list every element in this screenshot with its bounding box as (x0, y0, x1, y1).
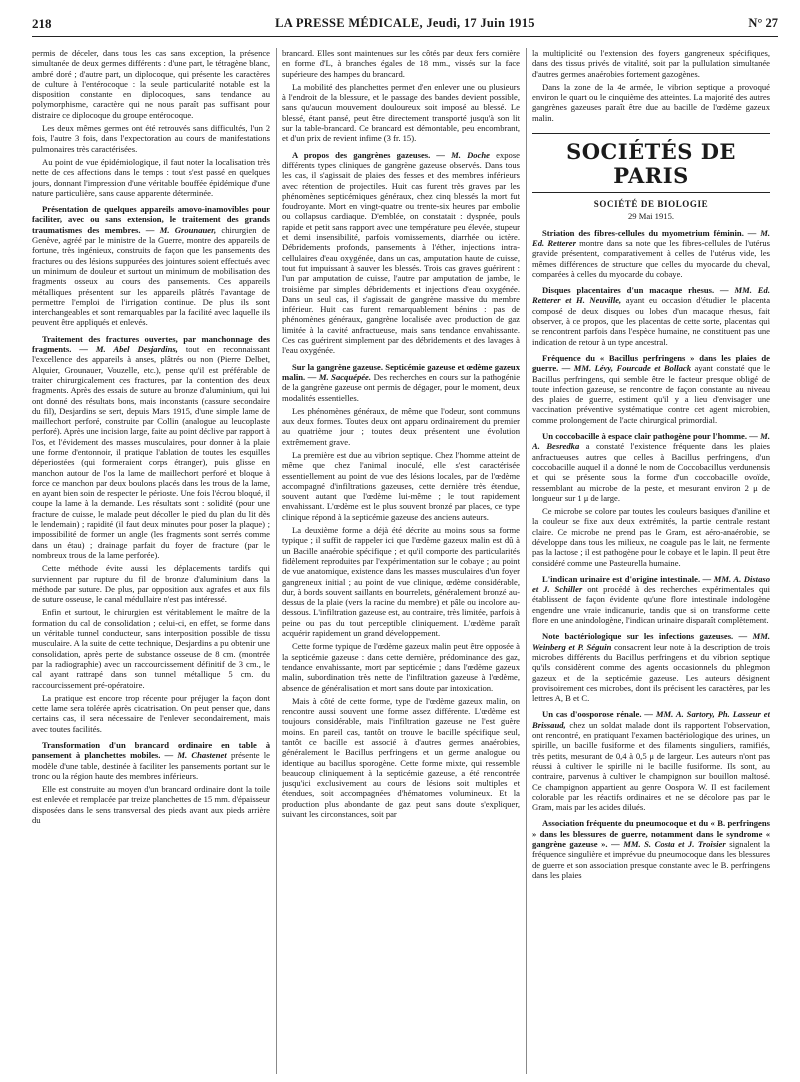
article-author: — M. Chastenet (164, 750, 227, 761)
paragraph: La première est due au vibrion septique. Chez l'homme atteint de même que chez l'animal inoculé, elle s'est caractérisée essentiellement au point de vue des lésions locales, par de l'œdème accompagné d'infiltrations gazeuses, cette dernière très étendue, souvent autant que l'œdème lui-même ; le tout rapidement envahissant. L'œdème est le plus souvent bronzé par places, ce type clinique répond à la septicémie gazeuse des anciens auteurs. (282, 449, 520, 522)
article-body: ont procédé à des recherches expérimentales qui établissent de façon évidente qu'une flore intestinale indologène engendre une vraie indicanurie, tandis que si on transforme cette flore en une anindologène, l'indican urinaire disparaît complètement. (532, 584, 770, 626)
article-lead (532, 228, 770, 279)
paragraph: Elle est construite au moyen d'un brancard ordinaire dont la toile est enlevée et remplacée par treize planchettes de 15 mm. d'épaisseur disposées dans le sens transversal des pieds avant aux pieds arrière du (32, 784, 270, 826)
article-heading: Traitement des fractures ouvertes, par manchonnage des fragments. (32, 333, 270, 355)
paragraph: La deuxième forme a déjà été décrite au moins sous sa forme typique ; il suffit de rappeler ici que l'œdème gazeux malin est dû à un Bacille anaérobie spécifique ; et qu'il comporte des particularités fidèlement reproduites par l'expérimentation sur le cobaye ; au point de vue anatomique, existence dans les masses musculaires d'un foyer gangreneux initial ; au point de vue clinique, œdème considérable, dur, à bords souvent saillants en bourrelets, généralement bronzé au-dessus de la plaie (vers la racine du membre) et pâle ou incolore au-dessous. L'infiltration gazeuse est, au contraire, très limitée, parfois à peine ou pas du tout perceptible cliniquement. L'œdème paraît acquérir rapidement un grand développement. (282, 525, 520, 639)
paragraph: Cette forme typique de l'œdème gazeux malin peut être opposée à la septicémie gazeuse : dans cette dernière, prédominance des gaz, tendance envahissante, mort par septicémie ; dans l'œdème gazeux malin, subordination très nette de l'infiltration gazeuse à l'œdème, absence de généralisation et mort sans doute par intoxication. (282, 641, 520, 693)
page-number: 218 (32, 16, 52, 31)
article-author: — M. Ed. Retterer (532, 227, 770, 248)
article-author: — MM. Weinberg et P. Séguin (532, 631, 770, 652)
article-author: — MM. A. Sartory, Ph. Lasseur et Brissaud, (532, 709, 770, 730)
article (282, 362, 520, 820)
article (532, 709, 770, 812)
column-1 (32, 48, 270, 1078)
paragraph: permis de déceler, dans tous les cas sans exception, la présence simultanée de deux germes différents : d'une part, le tétragène blanc, ambré doré ; d'autre part, un diplocoque, qui présente les caractères de culture à l'entérocoque : la seule particularité notable est la disposition constante en diplocoques, sans tendance au polymorphisme, caractère qui ne nous paraît pas suffisant pour distraire ce diplocoque du groupe entérocoque. (32, 48, 270, 120)
article-heading: Présentation de quelques appareils amovo-inamovibles pour faciliter, avec ou sans extension, le traitement des grands traumatismes des membres. (32, 204, 270, 235)
section-header (532, 133, 770, 193)
column-divider (276, 48, 277, 1074)
article-heading: Association fréquente du pneumocoque et du « B. perfringens » dans les blessures de guerre, notamment dans le syndrome « gangrène gazeuse ». (532, 818, 770, 849)
article (532, 285, 770, 347)
article-heading: Un coccobacille à espace clair pathogène pour l'homme. (542, 431, 747, 442)
paragraph: la multiplicité ou l'extension des foyers gangreneux spécifiques, dans des tissus privés de vitalité, soit par la pullulation simultanée d'autres germes anaérobies fortement gazogènes. (532, 48, 770, 79)
article-heading: Un cas d'oosporose rénale. (542, 709, 642, 720)
article-author: — MM. A. Distaso et J. Schiller (532, 573, 770, 595)
article-body: expose différents types cliniques de gangrène gazeuse observés. Dans tous les cas, il s'agissait de plaies des fesses et des membres inférieurs avec rétention de projectiles. Huit cas furent très graves par les phénomènes septicémiques généraux, chez cinq blessés la mort fut foudroyante. Mort en vingt-quatre ou trente-six heures par embolie ou collapsus cardiaque. D'emblée, on constatait : dyspnée, pouls rapide et petit sans rapport avec une température peu élevée, stupeur et demi insensibilité, parfois vomissements, diarrhée ou ictère. Débridements profonds, pansements à l'éther, injections intra-cellulaires d'eau oxygénée, dans un cas, amputation haute de cuisse, tout fut impuissant à sauver les blessés. Trois cas graves guérirent : l'un par amputation de cuisse, l'autre par amputation de jambe, le troisième par simples débridements et injections d'eau oxygénée. Dans un seul cas, il s'agissait de gangrène massive du membre inférieur. Huit cas furent remarquablement bénins : pas de phénomènes généraux, gangrène localisée avec production de gaz limitée à la cavité anfractueuse, mais sans tendance envahissante. Ces cas guérirent simplement par des débridements et des lavages à l'eau oxygénée. (282, 149, 520, 356)
article-lead (32, 204, 270, 328)
article-author: — MM. Ed. Retterer et H. Neuville, (532, 285, 770, 306)
session-date: 29 Mai 1915. (627, 211, 675, 222)
article-heading: Note bactériologique sur les infections gazeuses. (542, 631, 734, 642)
article-body: ayant eu occasion d'étudier le placenta composé de deux disques ou lobes d'un macaque rhesus, fait observer, à ce propos, que les placentas de cette sorte, placentas qui se rencontrent parfois dans l'espèce humaine, ne constituent pas une indication de retour à un type ancestral. (532, 295, 770, 347)
paragraph: brancard. Elles sont maintenues sur les côtés par deux fers cornière en forme d'L, à branches égales de 18 mm., vissés sur la face supérieure des hampes du brancard. (282, 48, 520, 79)
journal-title: LA PRESSE MÉDICALE, Jeudi, 17 Juin 1915 (275, 16, 535, 30)
article-lead (282, 362, 520, 403)
article-lead (532, 353, 770, 425)
article-body: tout en reconnaissant l'excellence des appareils à anses, plâtrés ou non (Pierre Delbet, Alquier, Grounauer, Vouzelle, etc.), pense qu'il est préférable de traiter chirurgicalement ces fractures, par la contention des deux fragments. Après des essais de suture au bronze d'aluminium, qui lui ont donné des résultats bons, mais inconstants (cassure secondaire du fil), Desjardins se sert, depuis Mars 1915, d'une simple lame de maillechort perforé, construite par Collin (analogue au leucoplaste perforé). Après une incision large, faite au point déclive par rapport à l'os, et l'évidement des masses musculaires, pour donner à la plaie une forme d'entonnoir, il pratique l'ablation de toutes les esquilles déperiostées (qui formeraient corps étranger), puis glisse en manchon autour de l'os la lame de maillechort perforé et bloque à force ce manchon par deux boulons placés dans les trous de la lame, en ayant bien soin de respecter le périoste. Une fois l'écrou bloqué, il coupe la lame à la demande. Les résultats sont : solidité (pour une fracture de cuisse, le malade peut décoller le pied du plan du lit dès le lendemain) ; rapidité (il faut deux minutes pour poser la plaque) ; impossibilité de former un angle (les fragments sont serrés comme dans un étau) ; drainage parfait du foyer de fracture (par le nombreux trous de la lame perforée). (32, 344, 270, 560)
paragraph: Enfin et surtout, le chirurgien est véritablement le maître de la formation du cal de consolidation ; celui-ci, en effet, se forme dans un véritable tunnel conducteur, sans interposition possible de tissu musculaire. A la suite de cette technique, Desjardins a pu obtenir une consolidation, après perte de substance osseuse de 8 cm. (montrée par la radiographie) avec un raccourcissement définitif de 3 cm., le cal ayant rattrapé dans son tunnel métallique 5 cm. du raccourcissement pré-opératoire. (32, 607, 270, 690)
paragraph: La mobilité des planchettes permet d'en enlever une ou plusieurs à l'endroit de la blessure, et le passage des bandes devient possible, sans qu'aucun mouvement douloureux soit imposé au blessé. Le blessé, étant pansé, peut être directement transporté jusqu'à son lit sur la table-brancard. Ce brancard est démontable, peu encombrant, et d'un prix de revient infime (3 fr. 15). (282, 81, 520, 144)
article (32, 334, 270, 734)
article-body: ayant constaté que le Bacillus perfringens, qui semble être le facteur presque obligé de toute infection gazeuse, se rencontre de façon constante au niveau des plaies de guerre, estiment qu'il y a lieu d'envisager une vaccination préventive systématique contre cet agent microbien, comme prolongement de l'acte chirurgical primordial. (532, 363, 770, 425)
article-body: chirurgien de Genève, agréé par le ministre de la Guerre, montre des appareils de fortune, très ingénieux, construits de façon que les pansements des fractures ou des lésions suppurées des jointures soient effectués avec un minimum de douleur et surtout un minimum de mobilisation des fragments osseux au cours des pansements. Ces appareils métalliques présentent sur les appareils plâtrés l'avantage de permettre l'emploi de l'irrigation continue. De plus ils sont interchangeables et sont remarquables par la facilité avec laquelle ils peuvent être appliqués et enlevés. (32, 224, 270, 328)
article (532, 574, 770, 625)
article (282, 150, 520, 356)
article-body: Des recherches en cours sur la pathogénie de la gangrène gazeuse ont permis de dégager, pour le moment, deux modalités essentielles. (282, 371, 520, 403)
article (532, 228, 770, 279)
article-author: — M. Sacquépée. (307, 371, 372, 382)
article-heading: Disques placentaires d'un macaque rhesus. (542, 285, 715, 296)
paragraph: Dans la zone de la 4e armée, le vibrion septique a provoqué environ le quart ou le cinquième des atteintes. La majorité des autres gangrènes gazeuses paraît être due au bacille de l'œdème gazeux malin. (532, 81, 770, 123)
article-heading: Striation des fibres-cellules du myometrium féminin. (542, 227, 744, 238)
article (532, 631, 770, 703)
article-heading: L'indican urinaire est d'origine intestinale. (542, 573, 701, 584)
article (532, 353, 770, 425)
article-heading: A propos des gangrènes gazeuses. (292, 149, 431, 160)
article (32, 204, 270, 328)
article-author: — M. Grounauer, (145, 224, 217, 235)
article-body: présente le modèle d'une table, destinée à faciliter les pansements portant sur le tronc ou la région haute des membres inférieurs. (32, 750, 270, 781)
article-lead (32, 334, 270, 561)
article-lead (32, 740, 270, 781)
article-author: — MM. Lévy, Fourcade et Bollack (561, 363, 692, 374)
issue-number: N° 27 (748, 16, 778, 30)
paragraph: Les phénomènes généraux, de même que l'odeur, sont communs aux deux formes. Toutes deux ont apparu ordinairement du premier au quatrième jour ; toutes deux présentent une évolution extrêmement grave. (282, 405, 520, 447)
article-body: chez un soldat malade dont ils rapportent l'observation, ont rencontré, en pratiquant l'examen bactériologique des urines, un spirille, un bacille fusiforme et des filaments singuliers, ramifiés, très petits, mesurant de 0,4 à 0,5 μ de largeur. Les auteurs n'ont pas réussi à cultiver le spirille ni le bacille fusiforme. Ils sont, au contraire, parvenus à cultiver le champignon sur bouillon maltosé. Ce champignon appartient au genre Oospora W. Il est facilement colorable par les réactifs ordinaires et ne se décolore pas par le Gram, mais par les acides dilués. (532, 719, 770, 813)
paragraph: Cette méthode évite aussi les déplacements tardifs qui surviennent par rupture du fil de bronze d'aluminium dans la méthode par suture. De plus, par opposition aux agrafes et aux fils de suture osseuse, le canal médullaire n'est pas intéressé. (32, 563, 270, 605)
article (32, 740, 270, 825)
column-3 (532, 48, 770, 1078)
section-title: SOCIÉTÉS DE PARIS (566, 139, 736, 189)
article-lead (532, 574, 770, 625)
article-author: — M. Abel Desjardins, (79, 344, 178, 355)
society-name: SOCIÉTÉ DE BIOLOGIE (593, 199, 709, 210)
article-author: — MM. S. Costa et J. Troisier (611, 839, 726, 849)
article-lead (532, 709, 770, 812)
paragraph: La pratique est encore trop récente pour préjuger la façon dont cette lame sera tolérée après cicatrisation. On peut penser que, dans certains cas, il sera nécessaire de l'enlever secondairement, mais avec toutes facilités. (32, 692, 270, 734)
page-header (32, 16, 778, 37)
paragraph: Au point de vue épidémiologique, il faut noter la localisation très nette de ces affections dans le temps : tout s'est passé en quelques jours, donnant l'impression d'une véritable bouffée épidémique d'une nature particulière, sans cause apparente déterminée. (32, 156, 270, 198)
paragraph: Mais à côté de cette forme, type de l'œdème gazeux malin, on rencontre aussi souvent une forme assez différente. L'œdème est toujours considérable, mais l'infiltration gazeuse ne l'est guère moins. En pareil cas, tantôt on trouve le bacille spécifique seul, tantôt ce bacille est associé à d'autres germes anaérobies, généralement le Bacillus perfringens et un germe analogue ou identique au bacillus sporogène. Cette forme mixte, qui ressemble beaucoup cliniquement à la septicémie gazeuse, a été rencontrée jusqu'ici exclusivement au cours de lésions soit multiples et étendues, soit accompagnées d'hématomes volumineux. Et la production plus abondante de gaz peut sans doute s'expliquer, suivant les circonstances, soit par (282, 695, 520, 820)
article-lead (282, 150, 520, 356)
article-body: a constaté l'existence fréquente dans les plaies anfractueuses autres que celles à Bacillus perfringens, d'un coccobacille auquel il a donné le nom de Coccobacillus verdunensis et qui se présente sous la forme d'un coccobacille ovoïde, ressemblant au microbe de la peste, et mesurant environ 2 μ de longueur sur 1 μ de large. (532, 441, 770, 503)
article-lead (532, 818, 770, 880)
article (532, 818, 770, 880)
article-lead (532, 285, 770, 347)
article-lead (532, 631, 770, 703)
article-author: — M. A. Besredka (532, 431, 770, 452)
article-heading: Fréquence du « Bacillus perfringens » dans les plaies de guerre. (532, 352, 770, 374)
column-divider (526, 48, 527, 1074)
article-body: consacrent leur note à la description de trois microbes différents du Bacillus perfringens et du vibrion septique qu'ils considèrent comme des agents occasionnels du phlegmon gazeux et de la septicémie gazeuse. Les auteurs désignent provisoirement ces microbes, dont ils précisent les caractères, par les lettres A, B et C. (532, 641, 770, 704)
article-author: — M. Doche (436, 149, 490, 160)
paragraph: Les deux mêmes germes ont été retrouvés sans difficultés, l'un 2 fois, l'autre 3 fois, dans l'expectoration au cours de manifestations pulmonaires très caractérisées. (32, 123, 270, 154)
article (532, 431, 770, 568)
article-heading: Transformation d'un brancard ordinaire en table à pansement à planchettes mobiles. (32, 740, 270, 761)
paragraph: Ce microbe se colore par toutes les couleurs basiques d'aniline et la couleur se fixe aux deux extrémités, la partie centrale restant claire. Ce microbe ne prend pas le Gram, est aéro-anaérobie, se développe dans tous les milieux, ne coagule pas le lait, ne fermente pas la lactose ; il est pathogène pour le cobaye et le lapin. Il peut être considéré comme une Pasteurella humaine. (532, 506, 770, 568)
article-body: montre dans sa note que les fibres-cellules de l'utérus gravide présentent, comparativement à celles de l'utérus vide, les mêmes différences de structure que celles du myocarde du cheval, comparées à celles du myocarde du cobaye. (532, 237, 770, 279)
article-lead (532, 431, 770, 503)
column-2 (282, 48, 520, 1078)
article-heading: Sur la gangrène gazeuse. Septicémie gazeuse et œdème gazeux malin. (282, 361, 520, 382)
article-body: signalent la fréquence singulière et imprévue du pneumocoque dans les blessures de guerre et son association presque constante avec le B. perfringens dans les plaies (532, 839, 770, 880)
